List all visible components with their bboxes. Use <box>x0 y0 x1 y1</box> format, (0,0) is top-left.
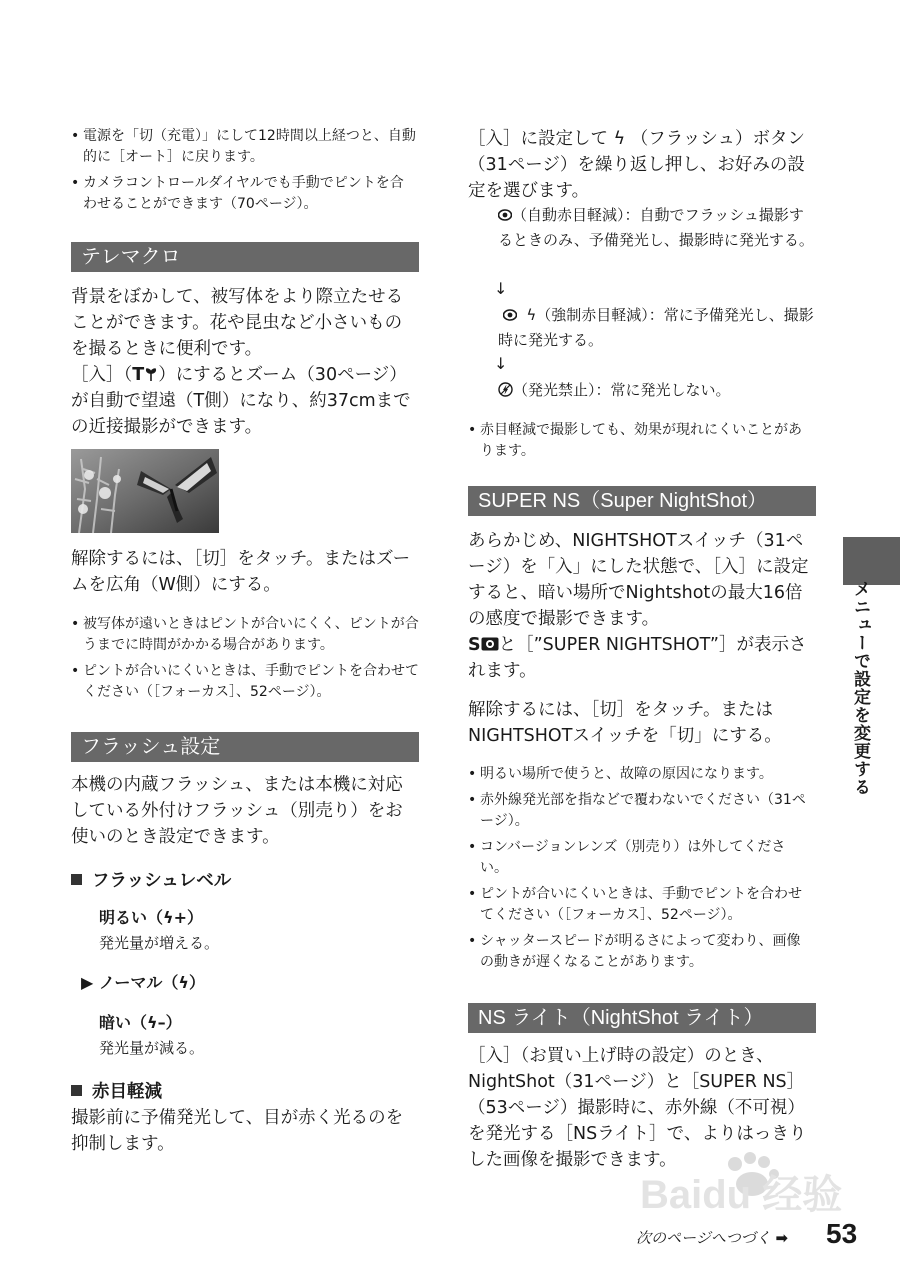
option-bright-desc: 発光量が増える。 <box>99 934 220 952</box>
arrow-right-icon: ➡ <box>775 1229 789 1247</box>
superns-para: あらかじめ、NIGHTSHOTスイッチ（31ページ）を「入」にした状態で、［入］に設定すると、暗い場所でNightshotの最大16倍の感度で撮影できます。 <box>468 531 809 629</box>
note-item: • カメラコントロールダイヤルでも手動でピントを合わせることができます（70ページ）。 <box>71 173 416 215</box>
square-bullet-icon <box>71 874 82 885</box>
note-item: • ピントが合いにくいときは、手動でピントを合わせてください（［フォーカス］、52ページ）。 <box>468 884 808 926</box>
para-part: ）にするとズーム（30ページ）が自動で望遠（T側）になり、約37cmまでの近接撮影ができます。 <box>71 365 411 437</box>
square-bullet-icon <box>71 1085 82 1096</box>
redeye-heading: 赤目軽減 <box>71 1079 162 1105</box>
superns-heading: SUPER NS（Super NightShot） <box>468 486 816 516</box>
eye-icon <box>503 309 517 321</box>
nslight-heading: NS ライト（NightShot ライト） <box>468 1003 816 1033</box>
top-notes <box>71 126 416 220</box>
eye-icon <box>498 209 512 221</box>
telemacro-zoom-para <box>71 362 419 440</box>
para-part: ［入］（ <box>71 365 133 385</box>
option-bright: 明るい（ϟ+） <box>99 906 203 930</box>
flash-icon: ϟ <box>526 306 537 324</box>
note-item: • シャッタースピードが明るさによって変わり、画像の動きが遅くなることがあります。 <box>468 931 808 973</box>
flash-icon: ϟ <box>147 1013 158 1032</box>
flash-button-para: ［入］に設定して ϟ （フラッシュ）ボタン（31ページ）を繰り返し押し、お好みの設定を選びます。 <box>468 126 816 204</box>
side-tab <box>843 537 900 585</box>
option-normal: ▶ ノーマル（ϟ） <box>81 971 205 995</box>
tele-macro-icon: T <box>132 365 158 385</box>
flash-level-heading: フラッシュレベル <box>71 868 231 894</box>
option-dark-desc: 発光量が減る。 <box>99 1039 205 1057</box>
telemacro-notes <box>71 614 419 708</box>
note-item: • 被写体が遠いときはピントが合いにくく、ピントが合うまでに時間がかかる場合があります。 <box>71 614 419 656</box>
mode-auto-redeye: （自動赤目軽減）：自動でフラッシュ撮影するときのみ、予備発光し、撮影時に発光する。 <box>498 206 814 249</box>
mode-flash-off: （発光禁止）：常に発光しない。 <box>498 378 818 403</box>
page-number: 53 <box>826 1218 858 1249</box>
note-item: • 赤目軽減で撮影しても、効果が現れにくいことがあります。 <box>468 420 808 462</box>
telemacro-para: 背景をぼかして、被写体をより際立たせることができます。花や昆虫など小さいものを撮るときに便利です。 <box>71 287 404 359</box>
superns-release: 解除するには、［切］をタッチ。またはNIGHTSHOTスイッチを「切」にする。 <box>468 700 782 746</box>
superns-icon: S <box>468 635 499 655</box>
note-item: • 赤外線発光部を指などで覆わないでください（31ページ）。 <box>468 790 808 832</box>
redeye-notes <box>468 420 808 467</box>
option-dark: 暗い（ϟ–） <box>99 1011 182 1035</box>
arrow-down-icon: ↓ <box>494 354 508 373</box>
flash-off-icon <box>498 382 513 397</box>
superns-notes <box>468 764 808 978</box>
telemacro-heading: テレマクロ <box>71 242 419 272</box>
note-item: • ピントが合いにくいときは、手動でピントを合わせてください（［フォーカス］、52ページ）。 <box>71 661 419 703</box>
flash-para: 本機の内蔵フラッシュ、または本機に対応している外付けフラッシュ（別売り）をお使いのとき設定できます。 <box>71 775 403 847</box>
flash-icon: ϟ <box>178 973 189 992</box>
watermark-text: Baidu 经验 <box>640 1173 843 1217</box>
redeye-para: 撮影前に予備発光して、目が赤く光るのを抑制します。 <box>71 1108 404 1154</box>
mode-forced-redeye: ϟ（強制赤目軽減）：常に予備発光し、撮影時に発光する。 <box>498 303 818 353</box>
telemacro-release: 解除するには、［切］をタッチ。またはズームを広角（W側）にする。 <box>71 549 411 595</box>
next-page-indicator: 次のページへつづく ➡ <box>636 1229 789 1247</box>
note-item: • 明るい場所で使うと、故障の原因になります。 <box>468 764 808 785</box>
watermark <box>640 1150 860 1220</box>
butterfly-photo <box>71 449 219 533</box>
selected-marker-icon: ▶ <box>81 973 94 992</box>
flash-heading: フラッシュ設定 <box>71 732 419 762</box>
flash-icon: ϟ <box>163 908 174 927</box>
note-item: • 電源を「切（充電）」にして12時間以上経つと、自動的に［オート］に戻ります。 <box>71 126 416 168</box>
arrow-down-icon: ↓ <box>494 279 508 298</box>
nslight-para: ［入］（お買い上げ時の設定）のとき、NightShot（31ページ）と［SUPER NS］（53ページ）撮影時に、赤外線（不可視）を発光する［NSライト］で、よりはっきりした画像を撮影できます。 <box>468 1046 807 1170</box>
superns-display-para: S と［”SUPER NIGHTSHOT”］が表示されます。 <box>468 635 807 681</box>
side-tab-label: メニューで設定を変更する <box>850 580 870 796</box>
flash-icon: ϟ <box>613 129 626 149</box>
note-item: • コンバージョンレンズ（別売り）は外してください。 <box>468 837 808 879</box>
